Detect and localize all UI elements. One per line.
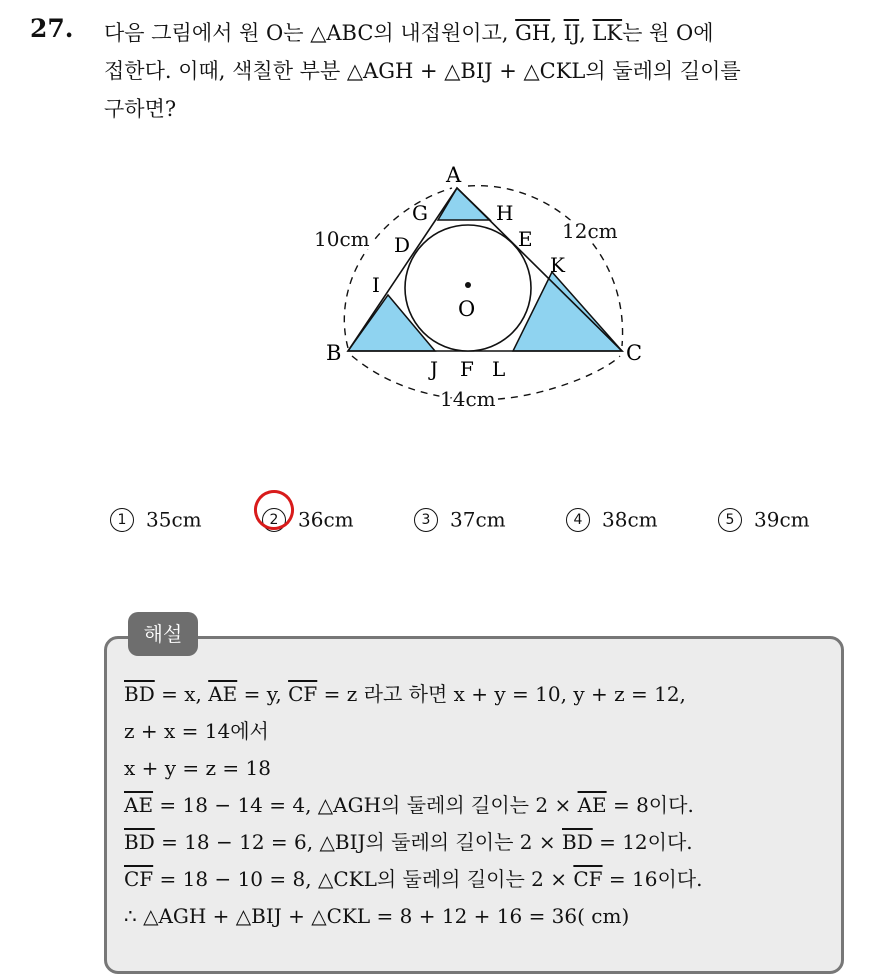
separator: , bbox=[579, 21, 593, 45]
segment-cf: $\overline{CF}$ bbox=[288, 682, 318, 706]
solution-text-part: = 12이다. bbox=[592, 830, 693, 854]
segment-gh: $\overline{GH}$ bbox=[515, 21, 551, 45]
label-i: I bbox=[372, 273, 380, 297]
label-a: A bbox=[446, 163, 462, 187]
label-d: D bbox=[394, 233, 411, 257]
length-bc: 14cm bbox=[440, 387, 496, 411]
answer-circle-mark bbox=[250, 486, 299, 535]
triangle-incircle-figure bbox=[300, 160, 670, 420]
question-text bbox=[104, 14, 864, 128]
solution-tag: 해설 bbox=[128, 612, 198, 656]
solution-text-part: = 16이다. bbox=[602, 867, 703, 891]
segment-ae: $\overline{AE}$ bbox=[124, 793, 154, 817]
label-f: F bbox=[460, 357, 474, 381]
segment-ae: $\overline{AE}$ bbox=[577, 793, 607, 817]
choice-2[interactable] bbox=[262, 500, 354, 538]
question-line-2: 접한다. 이때, 색칠한 부분 △AGH + △BIJ + △CKL의 둘레의 길이를 bbox=[104, 59, 741, 83]
solution-text-part: = 18 − 10 = 8, △CKL의 둘레의 길이는 2 × bbox=[153, 867, 574, 891]
question-line-1 bbox=[104, 14, 864, 52]
choice-number: 2 bbox=[262, 508, 286, 532]
label-k: K bbox=[550, 253, 565, 277]
choice-value: 39cm bbox=[754, 507, 810, 532]
choice-value: 35cm bbox=[146, 507, 202, 532]
choice-3[interactable] bbox=[414, 500, 506, 538]
choice-number: 3 bbox=[414, 508, 438, 532]
question-text-part: 는 원 O에 bbox=[622, 21, 714, 45]
label-c: C bbox=[626, 341, 643, 365]
length-ab: 10cm bbox=[314, 227, 370, 251]
solution-text bbox=[124, 676, 834, 935]
choice-1[interactable] bbox=[110, 500, 202, 538]
label-l: L bbox=[492, 357, 506, 381]
separator: , bbox=[550, 21, 564, 45]
solution-text-part: = 18 − 14 = 4, △AGH의 둘레의 길이는 2 × bbox=[153, 793, 578, 817]
segment-ae: $\overline{AE}$ bbox=[208, 682, 238, 706]
choice-value: 38cm bbox=[602, 507, 658, 532]
segment-cf: $\overline{CF}$ bbox=[573, 867, 603, 891]
question-text-part: 다음 그림에서 원 O는 △ABC의 내접원이고, bbox=[104, 21, 516, 45]
question-line-3: 구하면? bbox=[104, 97, 177, 121]
center-point-o bbox=[465, 282, 471, 288]
choice-number: 4 bbox=[566, 508, 590, 532]
question-number: 27. bbox=[30, 14, 74, 43]
solution-text-part: = 8이다. bbox=[606, 793, 694, 817]
solution-line-4 bbox=[124, 787, 834, 824]
segment-bd: $\overline{BD}$ bbox=[124, 830, 155, 854]
label-j: J bbox=[430, 357, 439, 381]
solution-line-6 bbox=[124, 861, 834, 898]
solution-line-5 bbox=[124, 824, 834, 861]
solution-text-part: = y, bbox=[237, 682, 289, 706]
segment-lk: $\overline{LK}$ bbox=[592, 21, 623, 45]
label-b: B bbox=[326, 341, 342, 365]
solution-text-part: = z 라고 하면 x + y = 10, y + z = 12, bbox=[317, 682, 686, 706]
choice-4[interactable] bbox=[566, 500, 658, 538]
segment-bd: $\overline{BD}$ bbox=[124, 682, 155, 706]
label-o: O bbox=[458, 297, 476, 321]
segment-ij: $\overline{IJ}$ bbox=[563, 21, 580, 45]
segment-cf: $\overline{CF}$ bbox=[124, 867, 154, 891]
choice-number: 5 bbox=[718, 508, 742, 532]
label-e: E bbox=[518, 227, 533, 251]
label-h: H bbox=[496, 201, 514, 225]
segment-bd: $\overline{BD}$ bbox=[562, 830, 593, 854]
solution-text-part: = 18 − 12 = 6, △BIJ의 둘레의 길이는 2 × bbox=[154, 830, 562, 854]
solution-line-1 bbox=[124, 676, 834, 713]
solution-line-3: x + y = z = 18 bbox=[124, 756, 271, 780]
solution-text-part: = x, bbox=[154, 682, 209, 706]
choice-value: 36cm bbox=[298, 507, 354, 532]
length-ac: 12cm bbox=[562, 219, 618, 243]
solution-line-7: ∴ △AGH + △BIJ + △CKL = 8 + 12 + 16 = 36( cm) bbox=[124, 904, 630, 928]
solution-line-2: z + x = 14에서 bbox=[124, 719, 269, 743]
answer-choices bbox=[110, 500, 850, 540]
choice-value: 37cm bbox=[450, 507, 506, 532]
choice-5[interactable] bbox=[718, 500, 810, 538]
choice-number: 1 bbox=[110, 508, 134, 532]
label-g: G bbox=[412, 201, 428, 225]
